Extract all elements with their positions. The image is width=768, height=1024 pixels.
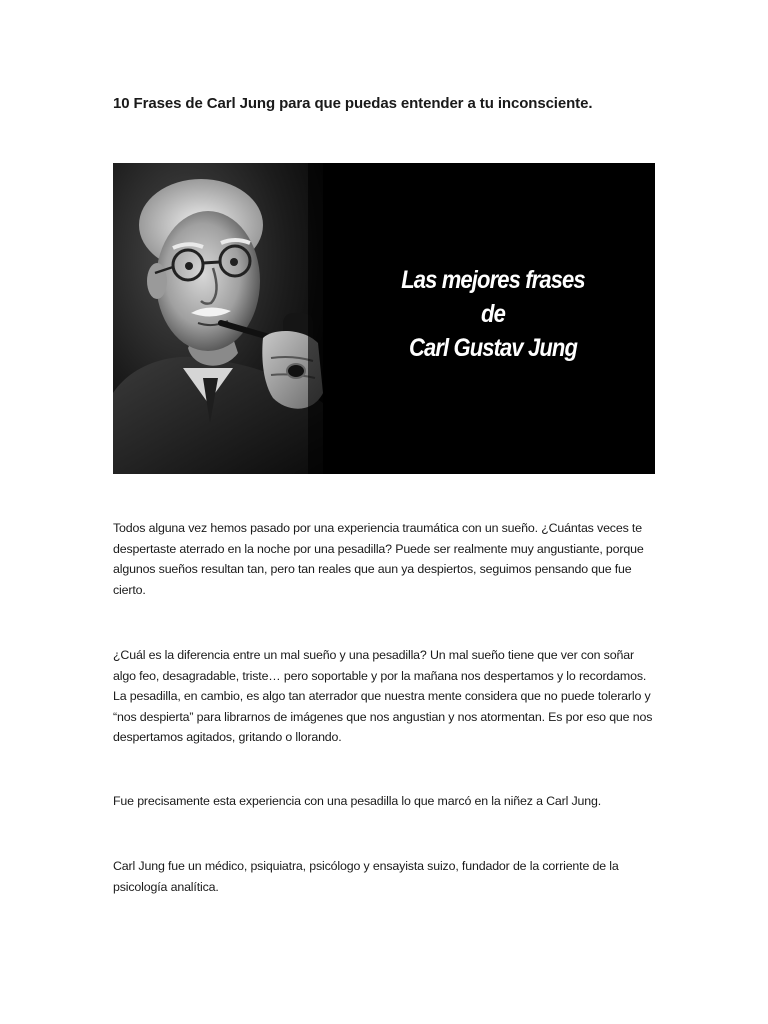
- paragraph-4: Carl Jung fue un médico, psiquiatra, psicólogo y ensayista suizo, fundador de la corriente de la psicología analítica.: [113, 859, 619, 894]
- carl-jung-portrait: [113, 163, 323, 474]
- banner-line-3: Carl Gustav Jung: [408, 334, 578, 362]
- paragraph-3: Fue precisamente esta experiencia con una pesadilla lo que marcó en la niñez a Carl Jung.: [113, 794, 602, 808]
- document-title: 10 Frases de Carl Jung para que puedas entender a tu inconsciente.: [113, 95, 593, 112]
- banner-heading: [361, 263, 625, 365]
- paragraph-1: Todos alguna vez hemos pasado por una experiencia traumática con un sueño. ¿Cuántas veces te despertaste aterrado en la noche por una pesadilla? Puede ser realmente muy angustiante, porque algunos sueños resultan tan, pero tan reales que aun ya despiertos, seguimos pensando que fue cierto.: [113, 521, 644, 597]
- banner-line-2: de: [481, 300, 505, 328]
- banner-image: [113, 163, 655, 474]
- banner-line-1: Las mejores frases: [401, 266, 585, 294]
- paragraph-2: ¿Cuál es la diferencia entre un mal sueño y una pesadilla? Un mal sueño tiene que ver con soñar algo feo, desagradable, triste… pero soportable y por la mañana nos despertamos y lo recordamos. La pesadilla, en cambio, es algo tan aterrador que nuestra mente considera que no puede tolerarlo y “nos despierta” para librarnos de imágenes que nos angustian y nos atormentan. Es por eso que nos despertamos agitados, gritando o llorando.: [113, 648, 653, 744]
